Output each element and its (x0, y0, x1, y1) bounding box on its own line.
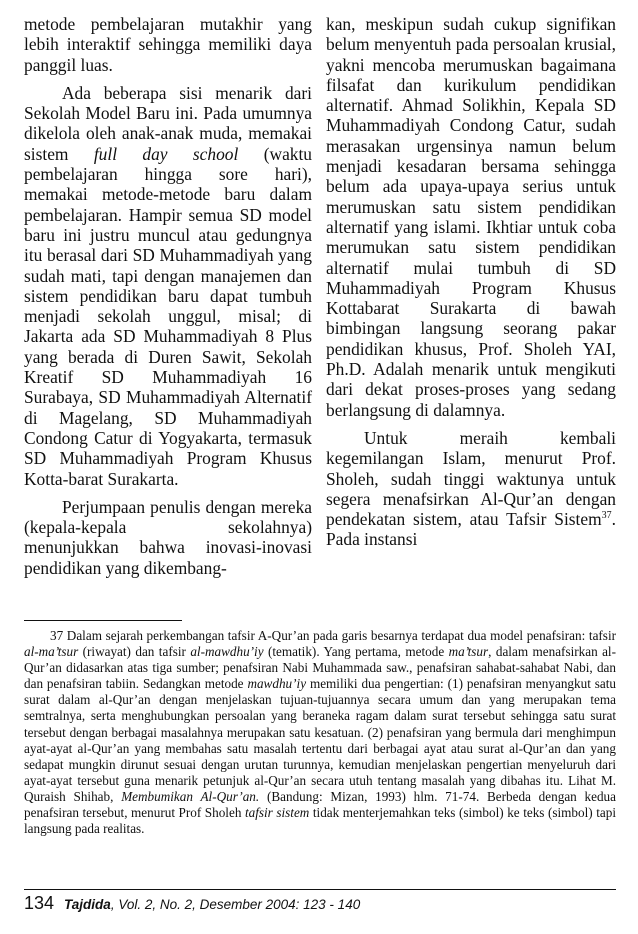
paragraph: metode pembelajaran mutakhir yang lebih interaktif sehingga memiliki daya panggil luas. (24, 14, 312, 75)
italic-term: mawdhu’iy (247, 676, 307, 692)
text: (waktu pembelajaran hingga sore hari), memakai metode-metode baru dalam pembelajaran. Hampir semua SD model baru ini justru muncul atau gedungnya itu berasal dari SD Muhammadiyah yang sudah mati, tapi dengan manajemen dan sistem pendidikan baru dapat tumbuh menjadi sekolah unggul, misal; di Jakarta ada SD Muhammadiyah 8 Plus yang berada di Duren Sawit, Sekolah Kreatif SD Muhammadiyah 16 Surabaya, SD Muhammadiyah Alternatif di Magelang, SD Muhammadiyah Condong Catur di Yogyakarta, termasuk SD Muhammadiyah Program Khusus Kotta-barat Surakarta. (24, 143, 313, 489)
footnote-reference[interactable]: 37 (601, 510, 612, 522)
text: Ada beberapa sisi menarik dari Sekolah Model Baru ini. Pada umumnya dikelola oleh anak-anak muda, memakai sistem (24, 82, 312, 164)
italic-term: al-mawdhu’iy (190, 644, 264, 660)
journal-name: Tajdida (64, 897, 111, 912)
italic-term: ma’tsur (448, 644, 489, 660)
text: 37 Dalam sejarah perkembangan tafsir A-Qur’an pada garis besarnya terdapat dua model penafsiran: tafsir (50, 628, 616, 643)
journal-citation (64, 897, 360, 912)
paragraph (326, 428, 616, 550)
left-column (24, 14, 312, 578)
text: , dalam menafsirkan al-Qur’an didasarkan atas tiga sumber; penafsiran Nabi Muhammada saw., penafsiran sahabat-sahabat Nabi, dan dan penafsiran tabiin. Sedangkan metode (24, 644, 616, 692)
text: memiliki dua pengertian: (1) penafsiran menyangkut satu surat dalam al-Qur’an dengan menjelaskan tujuan-tujuannya secara umum dan yang merupakan tema semtralnya, serta menghubungkan persoalan yang beraneka ragam dalam surat tersebut sehingga satu surat tersebut dengan berbagai masalahnya merupakan satu kesatuan. (2) penafsiran yang bermula dari menghimpun ayat-ayat al-Qur’an yang membahas satu masalah tertentu dari berbagai ayat atau surat al-Qur’an dan yang sedapat mungkin dirunut sesuai dengan urutan turunnya, kemudian menjelaskan pengertian menyeluruh dari ayat-ayat tersebut guna menarik petunjuk al-Qur’an secara utuh tentang masalah yang dibahas itu. Lihat M. Quraish Shihab, (24, 676, 616, 804)
journal-details: , Vol. 2, No. 2, Desember 2004: 123 - 140 (110, 897, 361, 912)
paragraph: kan, meskipun sudah cukup signifikan belum menyentuh pada persoalan krusial, yakni mencoba merumuskan bagaimana filsafat dan kurikulum pendidikan alternatif. Ahmad Solikhin, Kepala SD Muhammadiyah Condong Catur, sudah merasakan urgensinya namun belum menjadi kesadaran bersama sehingga belum ada upaya-upaya serius untuk merumuskan satu sistem pendidikan alternatif yang islami. Ikhtiar untuk coba merumukan satu sistem pendidikan alternatif mulai tumbuh di SD Muhammadiyah Program Khusus Kottabarat Surakarta di bawah bimbingan langsung seorang pakar pendidikan khusus, Prof. Sholeh YAI, Ph.D. Adalah menarik untuk mengikuti dari dekat proses-proses yang sedang berlangsung di dalamnya. (326, 14, 616, 420)
italic-term: full day school (93, 143, 239, 164)
page-number: 134 (24, 893, 55, 913)
text: (tematik). Yang pertama, metode (263, 644, 449, 660)
paragraph (24, 83, 312, 489)
italic-term: tafsir sistem (244, 805, 310, 821)
text: (Bandung: Mizan, 1993) hlm. 71-74. Berbeda dengan kedua penafsiran tersebut, menurut Prof Sholeh (24, 788, 616, 821)
italic-term: al-ma’tsur (24, 644, 79, 660)
text: Untuk meraih kembali kegemilangan Islam, menurut Prof. Sholeh, sudah tinggi waktunya untuk segera menafsirkan Al-Qur’an dengan pendekatan sistem, atau Tafsir Sistem (326, 427, 616, 530)
footnote (24, 628, 616, 837)
paragraph: Perjumpaan penulis dengan mereka (kepala-kepala sekolahnya) menunjukkan bahwa inovasi-inovasi pendidikan yang dikembang- (24, 496, 312, 578)
italic-title: Membumikan Al-Qur’an. (121, 788, 260, 804)
page-footer (24, 893, 360, 914)
right-column (326, 14, 616, 550)
footnote-text (24, 628, 616, 837)
text: . Pada instansi (326, 509, 616, 550)
footnote-separator (24, 620, 182, 621)
text: tidak menterjemahkan teks (simbol) ke teks (simbol) tapi langsung pada realitas. (24, 805, 616, 837)
text: (riwayat) dan tafsir (78, 644, 191, 660)
footer-separator (24, 889, 616, 890)
